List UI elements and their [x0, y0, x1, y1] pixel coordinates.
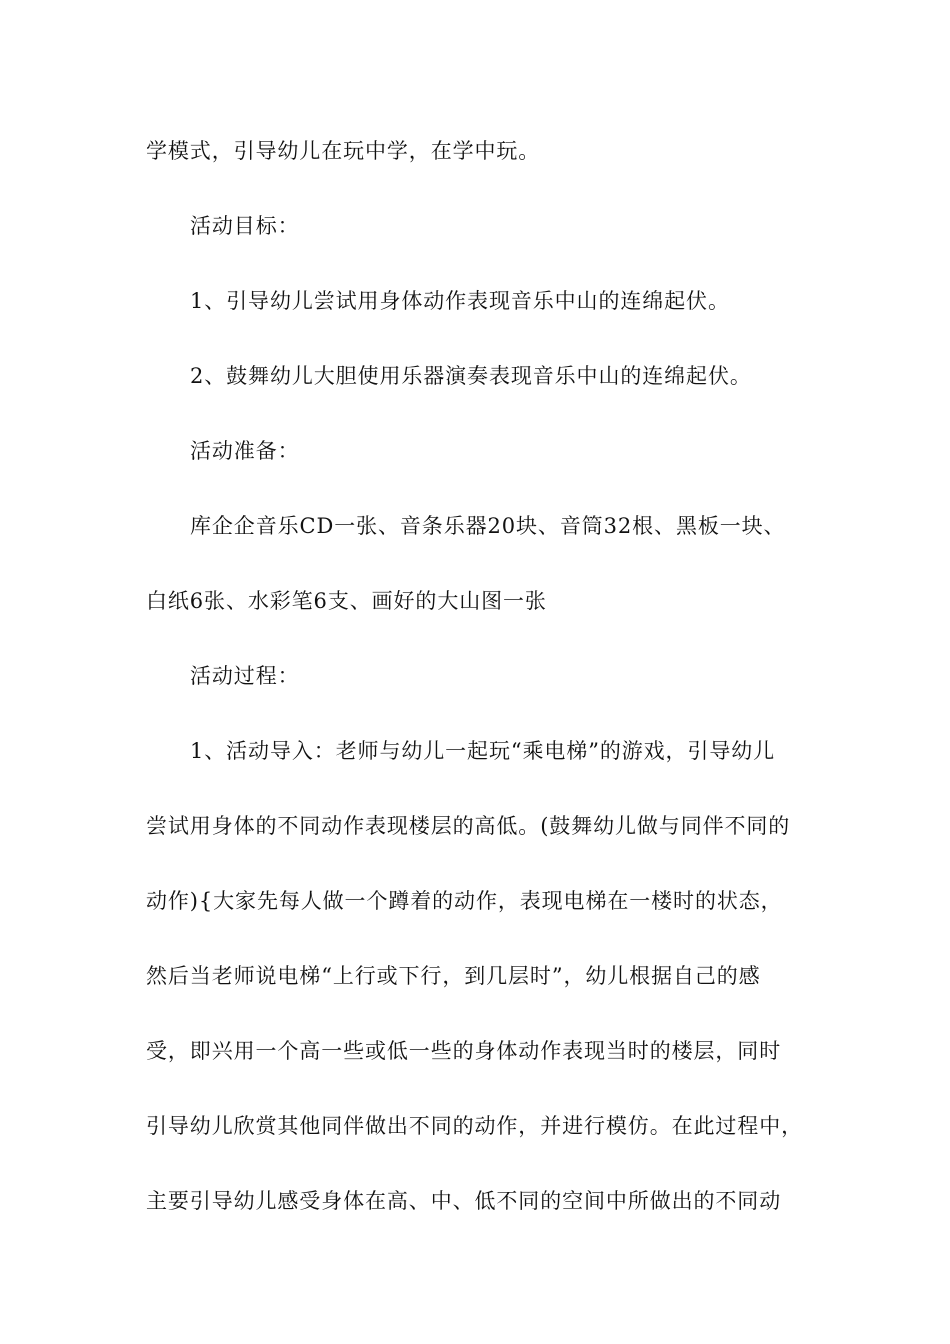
goal-item-2: 2、鼓舞幼儿大胆使用乐器演奏表现音乐中山的连绵起伏。	[190, 364, 752, 388]
section-heading-preparation: 活动准备：	[190, 439, 300, 463]
process-step-1-line: 尝试用身体的不同动作表现楼层的高低。(鼓舞幼儿做与同伴不同的	[146, 814, 791, 838]
process-step-1-line: 1、活动导入：老师与幼儿一起玩“乘电梯”的游戏，引导幼儿	[190, 739, 776, 763]
goal-item-1: 1、引导幼儿尝试用身体动作表现音乐中山的连绵起伏。	[190, 289, 730, 313]
section-heading-process: 活动过程：	[190, 664, 300, 688]
preparation-line: 白纸6张、水彩笔6支、画好的大山图一张	[146, 589, 547, 613]
paragraph-line: 学模式，引导幼儿在玩中学，在学中玩。	[146, 139, 541, 163]
section-heading-goals: 活动目标：	[190, 214, 300, 238]
process-step-1-line: 受，即兴用一个高一些或低一些的身体动作表现当时的楼层，同时	[146, 1039, 782, 1063]
process-step-1-line: 然后当老师说电梯“上行或下行，到几层时”，幼儿根据自己的感	[146, 964, 761, 988]
preparation-line: 库企企音乐CD一张、音条乐器20块、音筒32根、黑板一块、	[190, 514, 786, 538]
process-step-1-line: 引导幼儿欣赏其他同伴做出不同的动作，并进行模仿。在此过程中，	[146, 1114, 803, 1138]
process-step-1-line: 动作){大家先每人做一个蹲着的动作，表现电梯在一楼时的状态，	[146, 889, 783, 913]
process-step-1-line: 主要引导幼儿感受身体在高、中、低不同的空间中所做出的不同动	[146, 1189, 782, 1213]
